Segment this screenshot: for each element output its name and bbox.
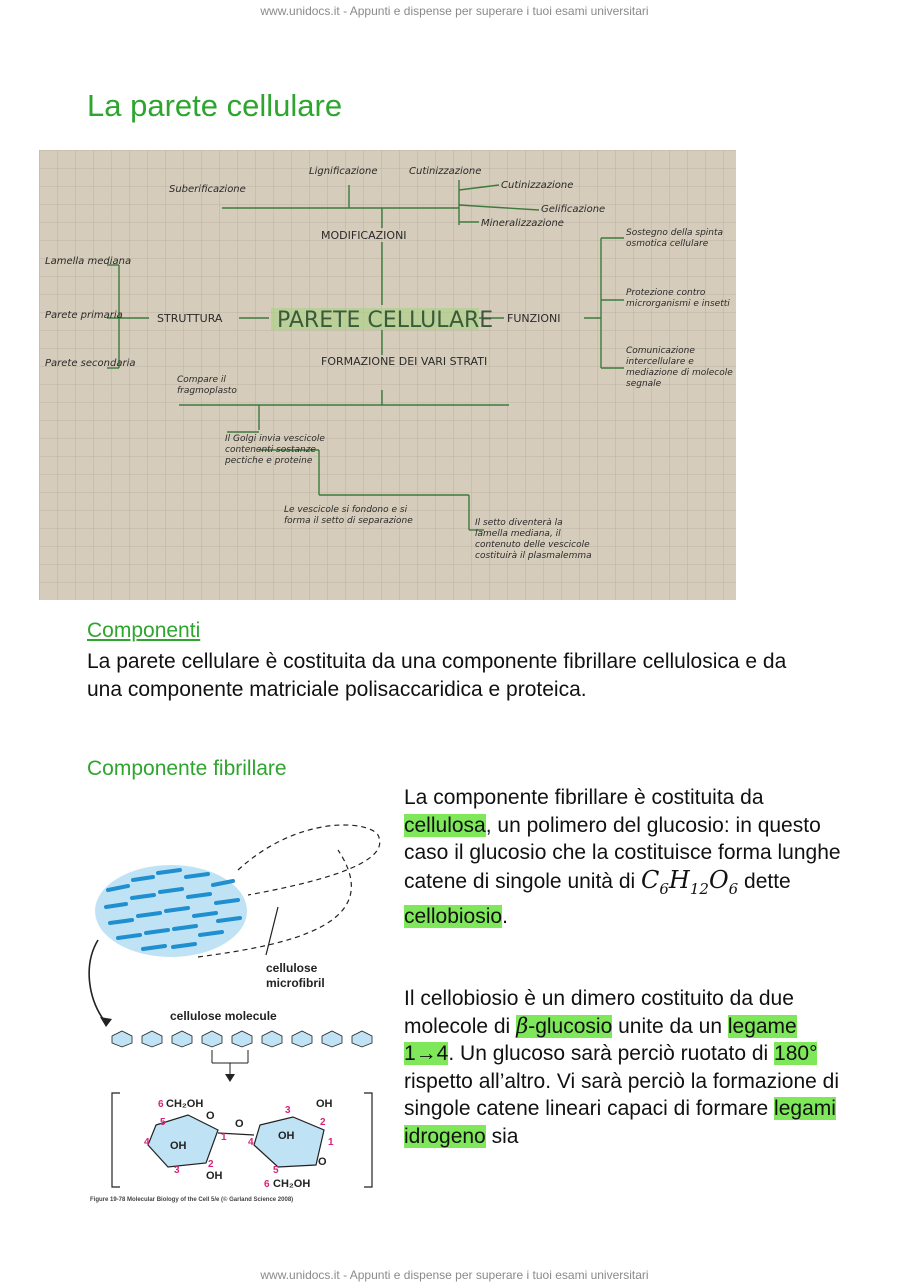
cellulose-figure — [88, 795, 388, 1205]
text-run: . Un glucoso sarà perciò ruotato di — [448, 1042, 775, 1065]
formula-sub: 12 — [689, 879, 709, 898]
molecule-label: cellulose molecule — [170, 1009, 277, 1023]
ch2oh-bottom: CH₂OH — [273, 1178, 311, 1190]
carbon-number: 6 — [158, 1099, 164, 1110]
mindmap-fun-item: Comunicazione intercellulare e mediazione di molecole segnale — [626, 346, 733, 389]
mindmap-mod-item: Cutinizzazione — [501, 180, 574, 191]
carbon-number: 1 — [221, 1132, 227, 1143]
carbon-number: 2 — [320, 1117, 326, 1128]
text-run: dette — [738, 869, 791, 893]
mindmap-formazione: FORMAZIONE DEI VARI STRATI — [321, 355, 488, 368]
text-run: -glucosio — [528, 1014, 613, 1038]
mindmap-fun-item: Protezione contro microrganismi e insetti — [626, 288, 730, 309]
text-run: sia — [485, 1124, 519, 1148]
ring-oxygen: O — [318, 1156, 327, 1168]
carbon-number: 5 — [160, 1117, 166, 1128]
mindmap-fun-item: Sostegno della spinta osmotica cellulare — [626, 228, 724, 249]
carbon-number: 1 — [328, 1137, 334, 1148]
mindmap-form-item: Compare il fragmoplasto — [177, 375, 237, 396]
formula-glucose — [641, 865, 739, 898]
highlight-legame: legame 1→4 — [404, 1014, 797, 1065]
section-fibrillare-title: Componente fibrillare — [87, 757, 287, 780]
mindmap-mod-item: Gelificazione — [541, 204, 606, 215]
beta-symbol: β — [516, 1013, 529, 1038]
ring-oxygen: O — [206, 1110, 215, 1122]
mindmap-struttura: STRUTTURA — [157, 312, 223, 325]
cellobiosio-paragraph — [404, 985, 844, 1150]
carbon-number: 6 — [264, 1179, 270, 1190]
mindmap-str-item: Lamella mediana — [45, 256, 132, 267]
mindmap-form-item: Il Golgi invia vescicole contenenti sostanze pectiche e proteine — [225, 434, 325, 466]
mindmap-modificazioni: MODIFICAZIONI — [321, 229, 407, 242]
mindmap-mod-item: Mineralizzazione — [481, 218, 564, 229]
text-run: . — [502, 904, 508, 928]
carbon-number: 3 — [285, 1105, 291, 1116]
mindmap-photo — [39, 150, 736, 600]
footer-watermark: www.unidocs.it - Appunti e dispense per superare i tuoi esami universitari — [260, 1268, 649, 1282]
mindmap-str-item: Parete secondaria — [45, 358, 136, 369]
microfibril-label-2: microfibril — [266, 976, 325, 990]
hydroxyl: OH — [316, 1098, 333, 1110]
text-run: , un polimero del glucosio: in questo caso il glucosio che la costituisce forma lunghe catene di singole unità di — [404, 813, 841, 893]
carbon-number: 2 — [208, 1159, 214, 1170]
carbon-number: 5 — [273, 1165, 279, 1176]
hydroxyl: OH — [278, 1130, 295, 1142]
mindmap-center: PARETE CELLULARE — [277, 308, 494, 333]
mindmap-form-item: Le vescicole si fondono e si forma il setto di separazione — [284, 505, 413, 526]
mindmap-form-item: Il setto diventerà la lamella mediana, il contenuto delle vescicole costituirà il plasmalemma — [475, 518, 592, 561]
mindmap-mod-item: Suberificazione — [169, 184, 246, 195]
text-run: rispetto all’altro. Vi sarà perciò la formazione di singole catene lineari capaci di formare — [404, 1069, 839, 1120]
ch2oh-top: CH₂OH — [166, 1098, 204, 1110]
microfibril-label-1: cellulose — [266, 961, 318, 975]
mindmap-mod-item: Cutinizzazione — [409, 166, 482, 177]
carbon-number: 4 — [144, 1137, 150, 1148]
highlight-beta-glucosio — [516, 1015, 612, 1038]
carbon-number: 4 — [248, 1137, 254, 1148]
text-run: unite da un — [612, 1014, 728, 1038]
highlight-180: 180° — [774, 1042, 818, 1065]
figure-caption: Figure 19-78 Molecular Biology of the Cell 5/e (© Garland Science 2008) — [90, 1197, 294, 1203]
text-run: Il cellobiosio è un dimero costituito da due molecole di — [404, 987, 794, 1038]
header-watermark: www.unidocs.it - Appunti e dispense per superare i tuoi esami universitari — [260, 4, 649, 18]
highlight-cellulosa: cellulosa — [404, 813, 486, 837]
formula-part: C — [641, 865, 660, 894]
formula-part: O — [708, 865, 729, 894]
carbon-number: 3 — [174, 1165, 180, 1176]
formula-sub: 6 — [728, 879, 739, 898]
highlight-cellobiosio: cellobiosio — [404, 904, 503, 928]
mindmap-funzioni: FUNZIONI — [507, 312, 561, 325]
mindmap-str-item: Parete primaria — [45, 310, 123, 321]
componenti-paragraph: La parete cellulare è costituita da una componente fibrillare cellulosica e da una componente matriciale polisaccaridica e proteica. — [87, 650, 787, 701]
page-title: La parete cellulare — [87, 88, 343, 123]
formula-part: H — [668, 865, 690, 894]
fibrillare-paragraph — [404, 784, 844, 930]
hydroxyl: OH — [206, 1170, 223, 1182]
section-componenti-title: Componenti — [87, 619, 201, 642]
bridge-oxygen: O — [235, 1118, 244, 1130]
text-run: La componente fibrillare è costituita da — [404, 786, 764, 809]
highlight-legami-idrogeno: legami idrogeno — [404, 1097, 836, 1148]
hydroxyl: OH — [170, 1140, 187, 1152]
formula-sub: 6 — [659, 879, 669, 898]
mindmap-mod-item: Lignificazione — [309, 166, 378, 177]
